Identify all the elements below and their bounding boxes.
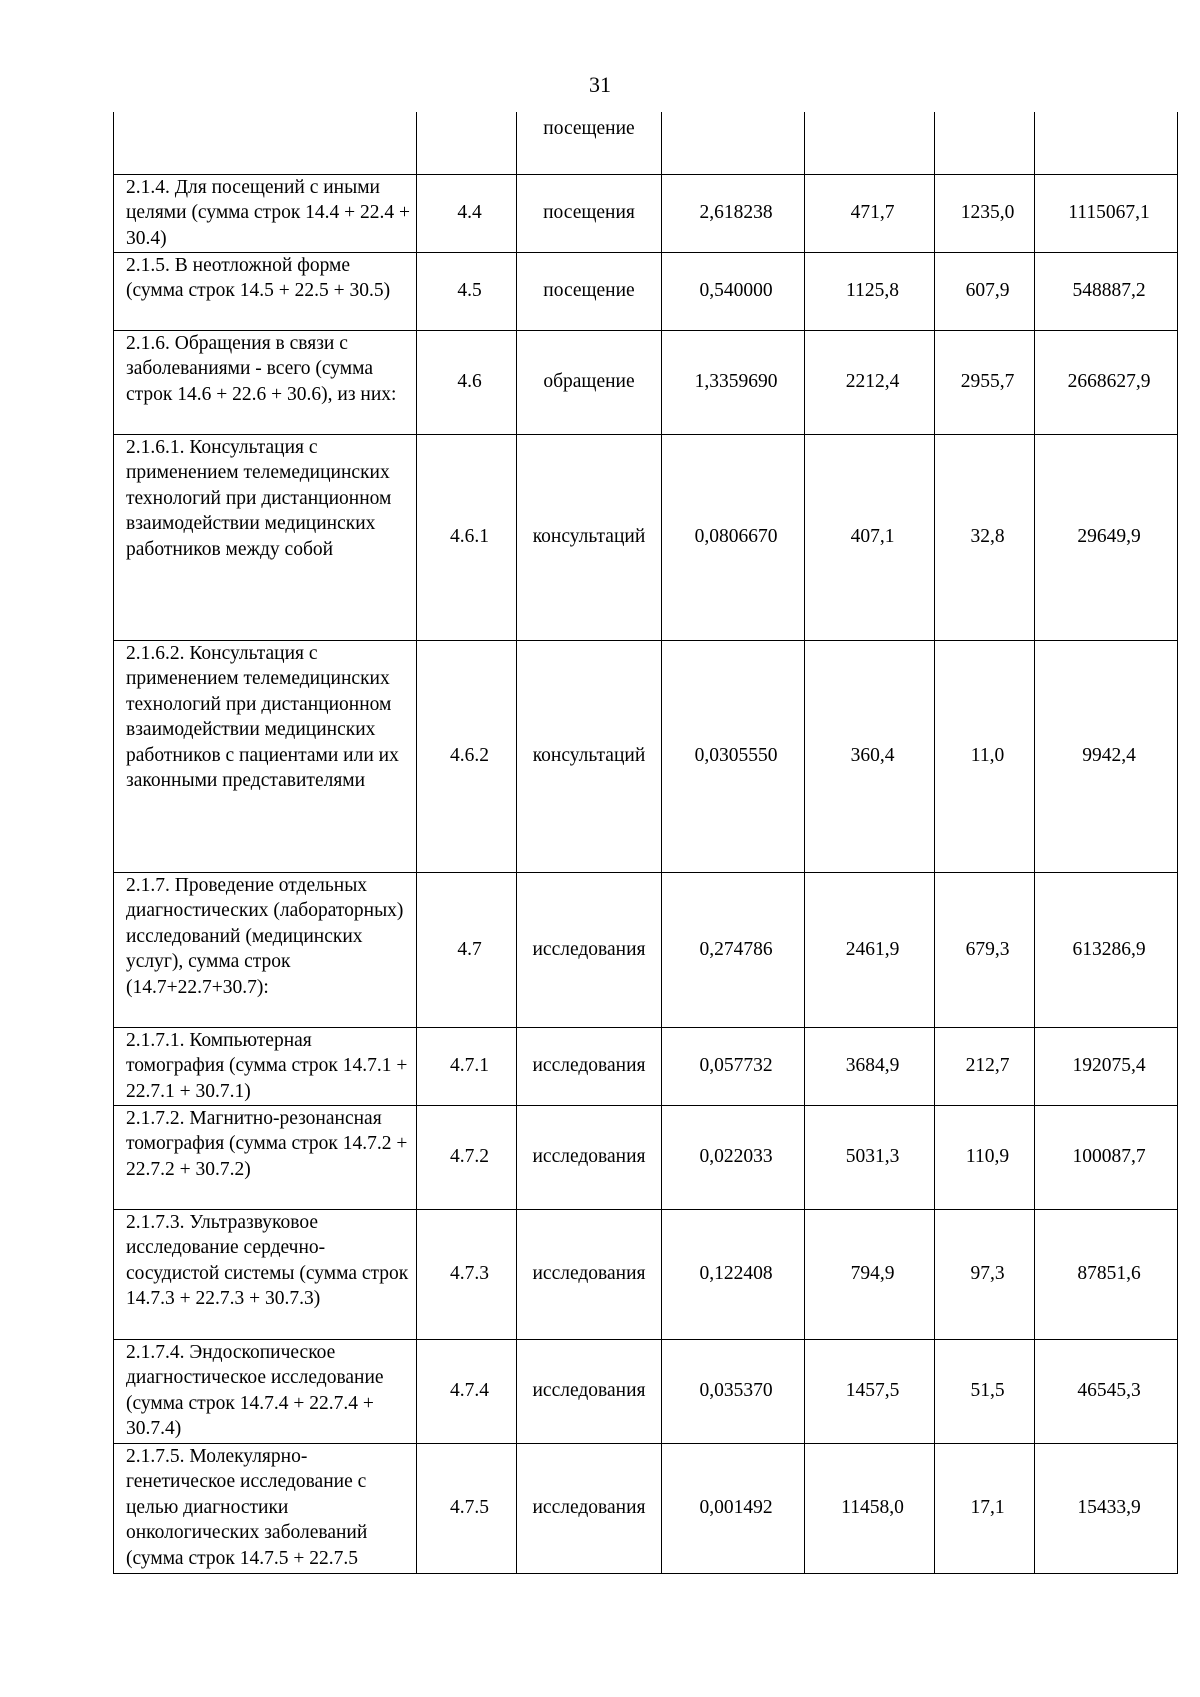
cell-total: 548887,2 <box>1035 252 1178 330</box>
cell-unit: исследования <box>517 1209 662 1339</box>
cell-total: 87851,6 <box>1035 1209 1178 1339</box>
cell-name: 2.1.6.1. Консультация с применением телемедицинских технологий при дистанционном взаимодействии медицинских работников между собой <box>114 434 417 640</box>
cell-unit: исследования <box>517 1339 662 1443</box>
cell-cost: 1125,8 <box>805 252 935 330</box>
cell-code: 4.7.2 <box>417 1105 517 1209</box>
cell-code: 4.6.1 <box>417 434 517 640</box>
cell-per-capita: 17,1 <box>935 1443 1035 1573</box>
table-row <box>114 1339 1178 1443</box>
cell-code: 4.7.1 <box>417 1027 517 1105</box>
table-row <box>114 1105 1178 1209</box>
cell-name: 2.1.7.2. Магнитно-резонансная томография (сумма строк 14.7.2 + 22.7.2 + 30.7.2) <box>114 1105 417 1209</box>
cell-unit: посещение <box>517 252 662 330</box>
cell-name: 2.1.4. Для посещений с иными целями (сумма строк 14.4 + 22.4 + 30.4) <box>114 174 417 252</box>
cell-per-capita: 51,5 <box>935 1339 1035 1443</box>
cell-unit: консультаций <box>517 434 662 640</box>
cell-name: 2.1.6. Обращения в связи с заболеваниями - всего (сумма строк 14.6 + 22.6 + 30.6), из них: <box>114 330 417 434</box>
cell-norm: 0,022033 <box>662 1105 805 1209</box>
cell-unit: исследования <box>517 872 662 1027</box>
cell-total: 9942,4 <box>1035 640 1178 872</box>
cell-name: 2.1.7.3. Ультразвуковое исследование сердечно-сосудистой системы (сумма строк 14.7.3 + 22.7.3 + 30.7.3) <box>114 1209 417 1339</box>
cell-name: 2.1.7.4. Эндоскопическое диагностическое исследование (сумма строк 14.7.4 + 22.7.4 + 30.7.4) <box>114 1339 417 1443</box>
page-number: 31 <box>589 72 611 97</box>
cell-norm: 0,001492 <box>662 1443 805 1573</box>
cell-per-capita: 32,8 <box>935 434 1035 640</box>
cell-total: 29649,9 <box>1035 434 1178 640</box>
table-row <box>114 174 1178 252</box>
table-row <box>114 640 1178 872</box>
cell-cost: 5031,3 <box>805 1105 935 1209</box>
cell-unit: исследования <box>517 1443 662 1573</box>
cell-code: 4.6 <box>417 330 517 434</box>
cell-norm: 2,618238 <box>662 174 805 252</box>
cell-code: 4.7.5 <box>417 1443 517 1573</box>
cell-name: 2.1.7. Проведение отдельных диагностических (лабораторных) исследований (медицинских услуг), сумма строк (14.7+22.7+30.7): <box>114 872 417 1027</box>
cell-norm: 0,057732 <box>662 1027 805 1105</box>
cell-norm: 0,0806670 <box>662 434 805 640</box>
table-row-continuation <box>114 112 1178 174</box>
cell-name: 2.1.7.5. Молекулярно-генетическое исследование с целью диагностики онкологических заболеваний (сумма строк 14.7.5 + 22.7.5 <box>114 1443 417 1573</box>
cell-unit: посещения <box>517 174 662 252</box>
cell-total: 100087,7 <box>1035 1105 1178 1209</box>
cell-name <box>114 112 417 174</box>
table-row <box>114 252 1178 330</box>
cell-norm: 0,274786 <box>662 872 805 1027</box>
cell-total: 15433,9 <box>1035 1443 1178 1573</box>
table-row <box>114 330 1178 434</box>
cell-cost: 407,1 <box>805 434 935 640</box>
cell-cost: 2212,4 <box>805 330 935 434</box>
cell-total: 46545,3 <box>1035 1339 1178 1443</box>
cell-code: 4.6.2 <box>417 640 517 872</box>
cell-norm: 0,540000 <box>662 252 805 330</box>
table-row <box>114 1209 1178 1339</box>
cell-unit: посещение <box>517 112 662 174</box>
cell-cost <box>805 112 935 174</box>
cell-total: 192075,4 <box>1035 1027 1178 1105</box>
cell-per-capita: 679,3 <box>935 872 1035 1027</box>
cell-cost: 11458,0 <box>805 1443 935 1573</box>
cell-name: 2.1.5. В неотложной форме (сумма строк 14.5 + 22.5 + 30.5) <box>114 252 417 330</box>
cell-name: 2.1.6.2. Консультация с применением телемедицинских технологий при дистанционном взаимодействии медицинских работников с пациентами или их законными представителями <box>114 640 417 872</box>
cell-norm: 1,3359690 <box>662 330 805 434</box>
cell-cost: 1457,5 <box>805 1339 935 1443</box>
cell-unit: исследования <box>517 1027 662 1105</box>
cell-code <box>417 112 517 174</box>
cell-cost: 360,4 <box>805 640 935 872</box>
cell-unit: исследования <box>517 1105 662 1209</box>
cell-per-capita <box>935 112 1035 174</box>
data-table <box>113 112 1178 1574</box>
cell-code: 4.7.4 <box>417 1339 517 1443</box>
cell-per-capita: 110,9 <box>935 1105 1035 1209</box>
cell-unit: обращение <box>517 330 662 434</box>
cell-cost: 2461,9 <box>805 872 935 1027</box>
cell-code: 4.7.3 <box>417 1209 517 1339</box>
cell-cost: 794,9 <box>805 1209 935 1339</box>
cell-code: 4.7 <box>417 872 517 1027</box>
cell-norm: 0,122408 <box>662 1209 805 1339</box>
cell-per-capita: 1235,0 <box>935 174 1035 252</box>
cell-norm <box>662 112 805 174</box>
table-row <box>114 1027 1178 1105</box>
cell-total: 2668627,9 <box>1035 330 1178 434</box>
cell-per-capita: 212,7 <box>935 1027 1035 1105</box>
table-row <box>114 1443 1178 1573</box>
cell-cost: 471,7 <box>805 174 935 252</box>
cell-total: 1115067,1 <box>1035 174 1178 252</box>
cell-total: 613286,9 <box>1035 872 1178 1027</box>
cell-per-capita: 11,0 <box>935 640 1035 872</box>
table-row <box>114 872 1178 1027</box>
cell-code: 4.5 <box>417 252 517 330</box>
cell-unit: консультаций <box>517 640 662 872</box>
cell-cost: 3684,9 <box>805 1027 935 1105</box>
cell-norm: 0,035370 <box>662 1339 805 1443</box>
cell-norm: 0,0305550 <box>662 640 805 872</box>
cell-per-capita: 97,3 <box>935 1209 1035 1339</box>
cell-per-capita: 607,9 <box>935 252 1035 330</box>
cell-total <box>1035 112 1178 174</box>
cell-per-capita: 2955,7 <box>935 330 1035 434</box>
cell-name: 2.1.7.1. Компьютерная томография (сумма строк 14.7.1 + 22.7.1 + 30.7.1) <box>114 1027 417 1105</box>
cell-code: 4.4 <box>417 174 517 252</box>
table-row <box>114 434 1178 640</box>
